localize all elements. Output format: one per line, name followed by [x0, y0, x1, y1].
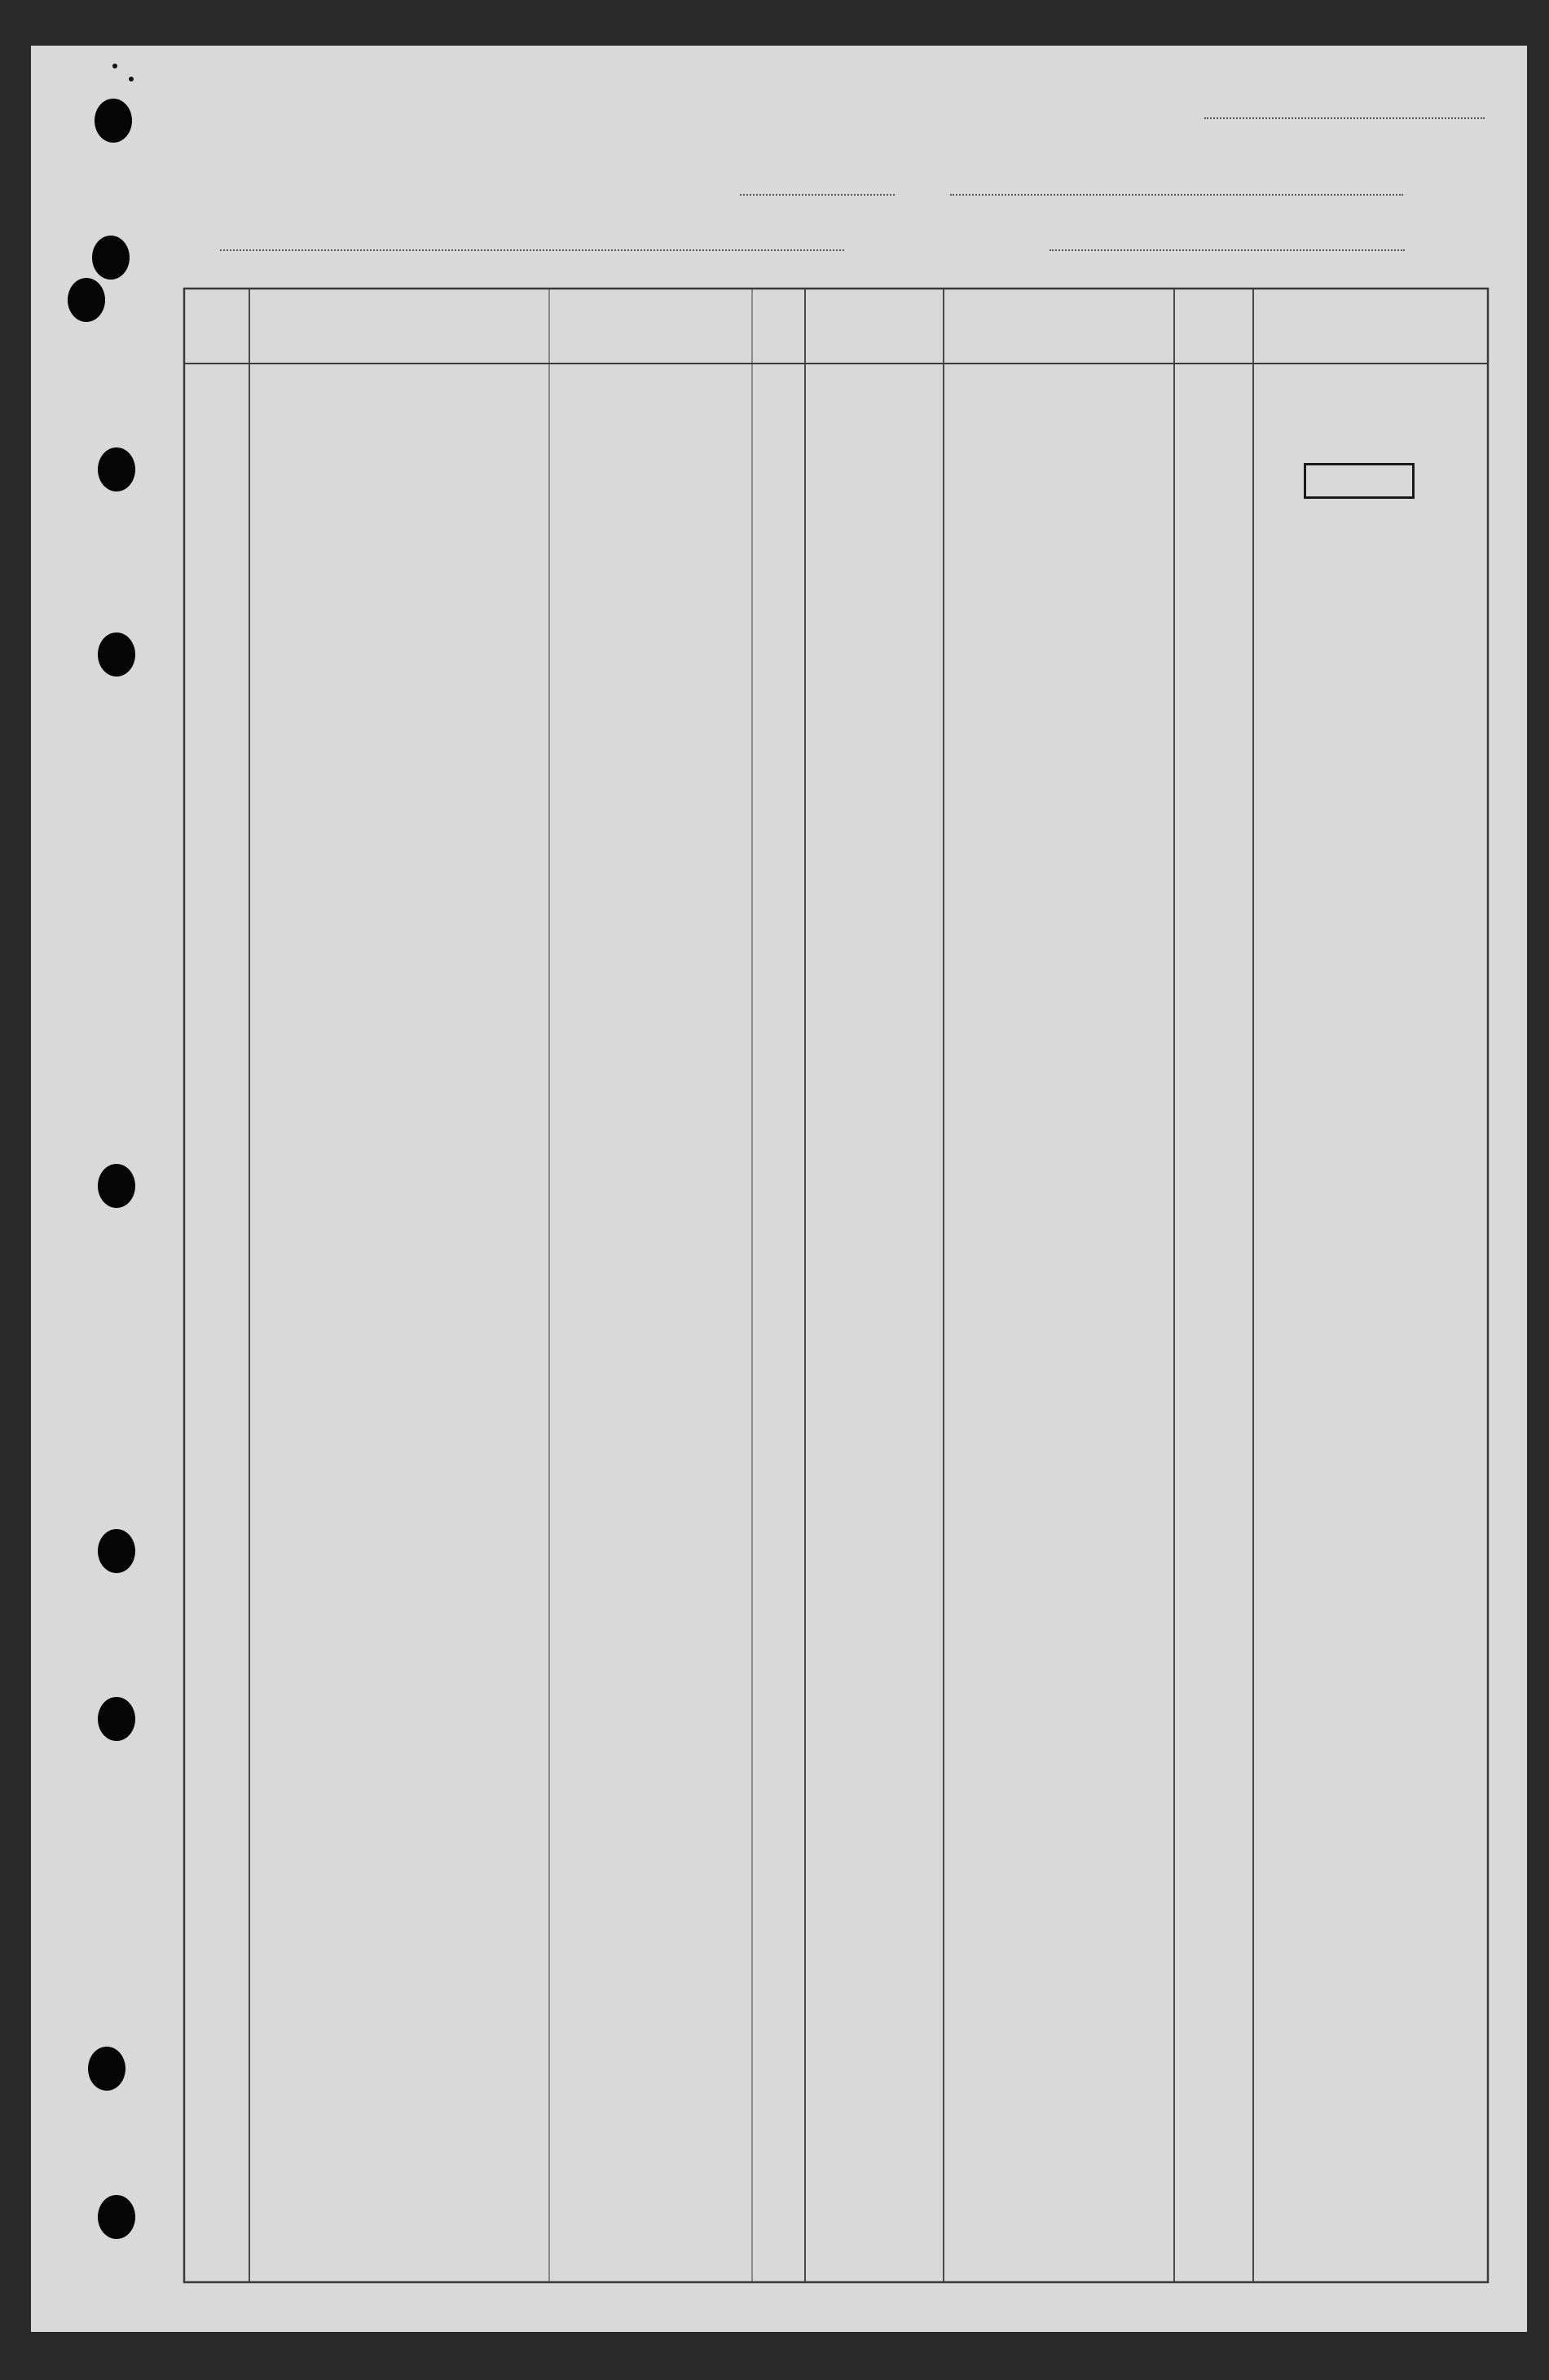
manifest-grid: [31, 46, 1527, 2332]
manifest-page: [31, 46, 1527, 2332]
us-cit-stamp: [1304, 463, 1415, 499]
